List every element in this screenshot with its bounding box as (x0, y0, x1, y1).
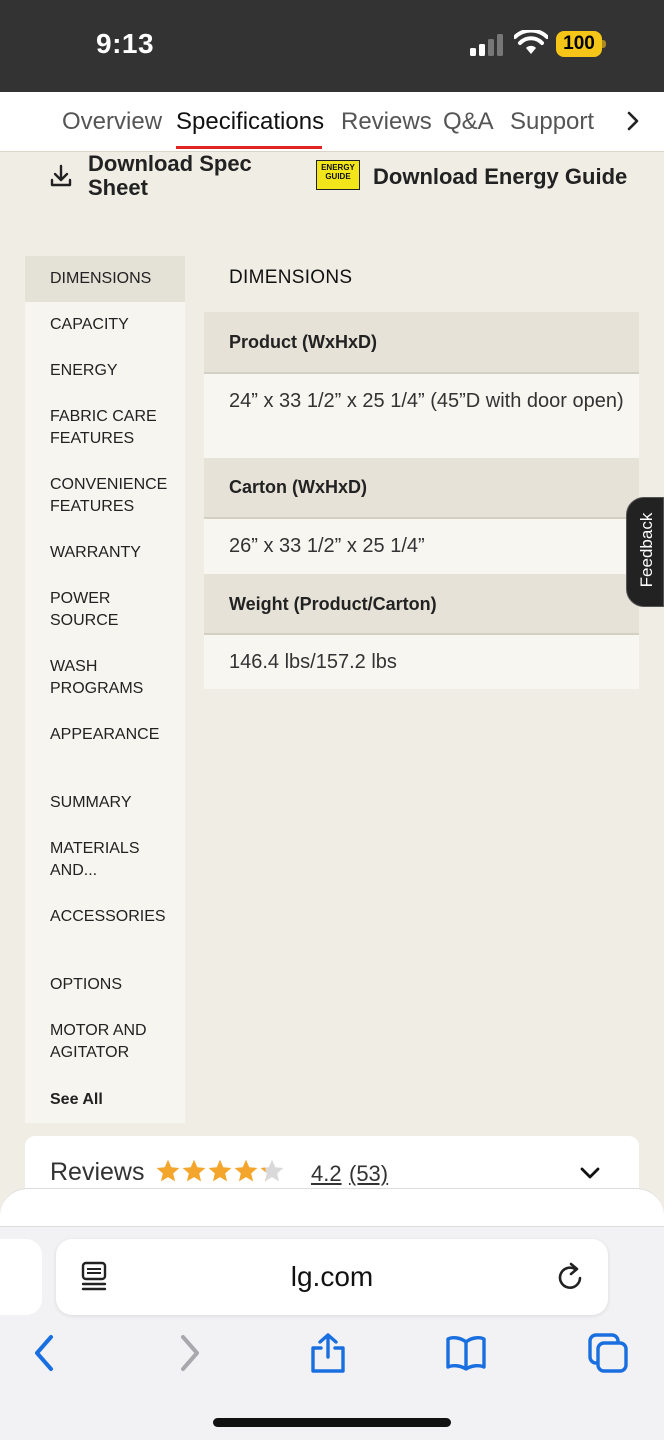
spec-row-value (204, 519, 639, 574)
sidebar-item-motor-agitator[interactable]: MOTOR AND AGITATOR (50, 1022, 147, 1061)
section-tabs (0, 92, 664, 152)
star-icon (233, 1158, 259, 1184)
sidebar-item-summary[interactable]: SUMMARY (50, 794, 132, 811)
chevron-right-icon[interactable] (624, 110, 642, 132)
sidebar-item-wash-programs[interactable]: WASH PROGRAMS (50, 658, 144, 697)
star-icon (181, 1158, 207, 1184)
home-indicator (213, 1418, 451, 1427)
energy-guide-badge-text: ENERGY GUIDE (321, 163, 355, 181)
tab-support[interactable]: Support (510, 108, 595, 135)
sidebar-item-appearance[interactable]: APPEARANCE (50, 726, 160, 743)
sidebar-item-convenience[interactable]: CONVENIENCE FEATURES (50, 476, 168, 515)
address-bar[interactable] (56, 1239, 608, 1315)
back-icon[interactable] (26, 1333, 66, 1373)
battery-icon (556, 31, 606, 57)
sidebar-item-materials[interactable]: MATERIALS AND... (50, 840, 140, 879)
url-text: lg.com (290, 1261, 374, 1292)
spec-row-value (204, 635, 639, 689)
previous-tab-pill[interactable] (0, 1239, 42, 1315)
spec-label-product: Product (WxHxD) (229, 332, 377, 352)
sidebar-item-warranty[interactable]: WARRANTY (50, 544, 141, 561)
active-tab-indicator (176, 146, 322, 149)
sidebar-item-fabric-care[interactable]: FABRIC CARE FEATURES (50, 408, 157, 447)
tabs-icon[interactable] (588, 1333, 628, 1373)
star-icon (207, 1158, 233, 1184)
spec-row-label (204, 574, 639, 635)
download-icon (50, 164, 72, 188)
download-energy-guide-label: Download Energy Guide (373, 164, 628, 189)
signal-icon (470, 34, 506, 56)
spec-category-sidebar (25, 256, 185, 1123)
feedback-button[interactable] (626, 497, 664, 607)
spec-label-carton: Carton (WxHxD) (229, 477, 367, 497)
tab-qa[interactable]: Q&A (443, 108, 494, 135)
rating-stars (155, 1158, 285, 1186)
spec-value-weight: 146.4 lbs/157.2 lbs (229, 651, 397, 673)
spec-label-weight: Weight (Product/Carton) (229, 594, 437, 614)
tab-reviews[interactable]: Reviews (341, 108, 432, 135)
section-title: DIMENSIONS (229, 267, 353, 288)
browser-toolbar (0, 1226, 664, 1440)
energy-guide-icon (316, 160, 360, 190)
spec-value-product: 24” x 33 1/2” x 25 1/4” (45”D with door open) (229, 390, 624, 412)
download-energy-guide-link[interactable] (316, 160, 656, 196)
tab-overview[interactable]: Overview (62, 108, 163, 135)
download-spec-sheet-link[interactable] (50, 152, 300, 212)
chevron-down-icon[interactable] (579, 1166, 601, 1180)
sidebar-item-capacity[interactable]: CAPACITY (50, 316, 129, 333)
sidebar-item-dimensions[interactable]: DIMENSIONS (50, 270, 152, 287)
spec-row-label (204, 312, 639, 374)
download-spec-sheet-label: Download Spec Sheet (88, 151, 252, 200)
wifi-icon (514, 30, 548, 56)
status-time: 9:13 (96, 28, 155, 59)
forward-icon[interactable] (168, 1333, 208, 1373)
status-bar (0, 0, 664, 92)
spec-table (204, 312, 639, 689)
tab-specifications[interactable]: Specifications (176, 108, 325, 135)
sidebar-item-power-source[interactable]: POWER SOURCE (50, 590, 119, 629)
bookmarks-icon[interactable] (446, 1333, 486, 1373)
reviews-title: Reviews (50, 1158, 145, 1186)
sidebar-see-all[interactable]: See All (50, 1091, 103, 1108)
reload-icon[interactable] (556, 1261, 586, 1293)
sidebar-item-accessories[interactable]: ACCESSORIES (50, 908, 166, 925)
sidebar-item-options[interactable]: OPTIONS (50, 976, 123, 993)
battery-level: 100 (563, 33, 595, 54)
sidebar-item-energy[interactable]: ENERGY (50, 362, 118, 379)
feedback-label: Feedback (637, 512, 656, 588)
share-icon[interactable] (308, 1333, 348, 1373)
star-icon-partial (259, 1158, 285, 1184)
spec-row-label (204, 458, 639, 519)
rating-count[interactable]: (53) (349, 1161, 389, 1186)
spec-row-value (204, 374, 639, 458)
bottom-sheet-edge (0, 1188, 664, 1228)
spec-value-carton: 26” x 33 1/2” x 25 1/4” (229, 535, 425, 557)
rating-value[interactable]: 4.2 (311, 1161, 342, 1186)
star-icon (155, 1158, 181, 1184)
